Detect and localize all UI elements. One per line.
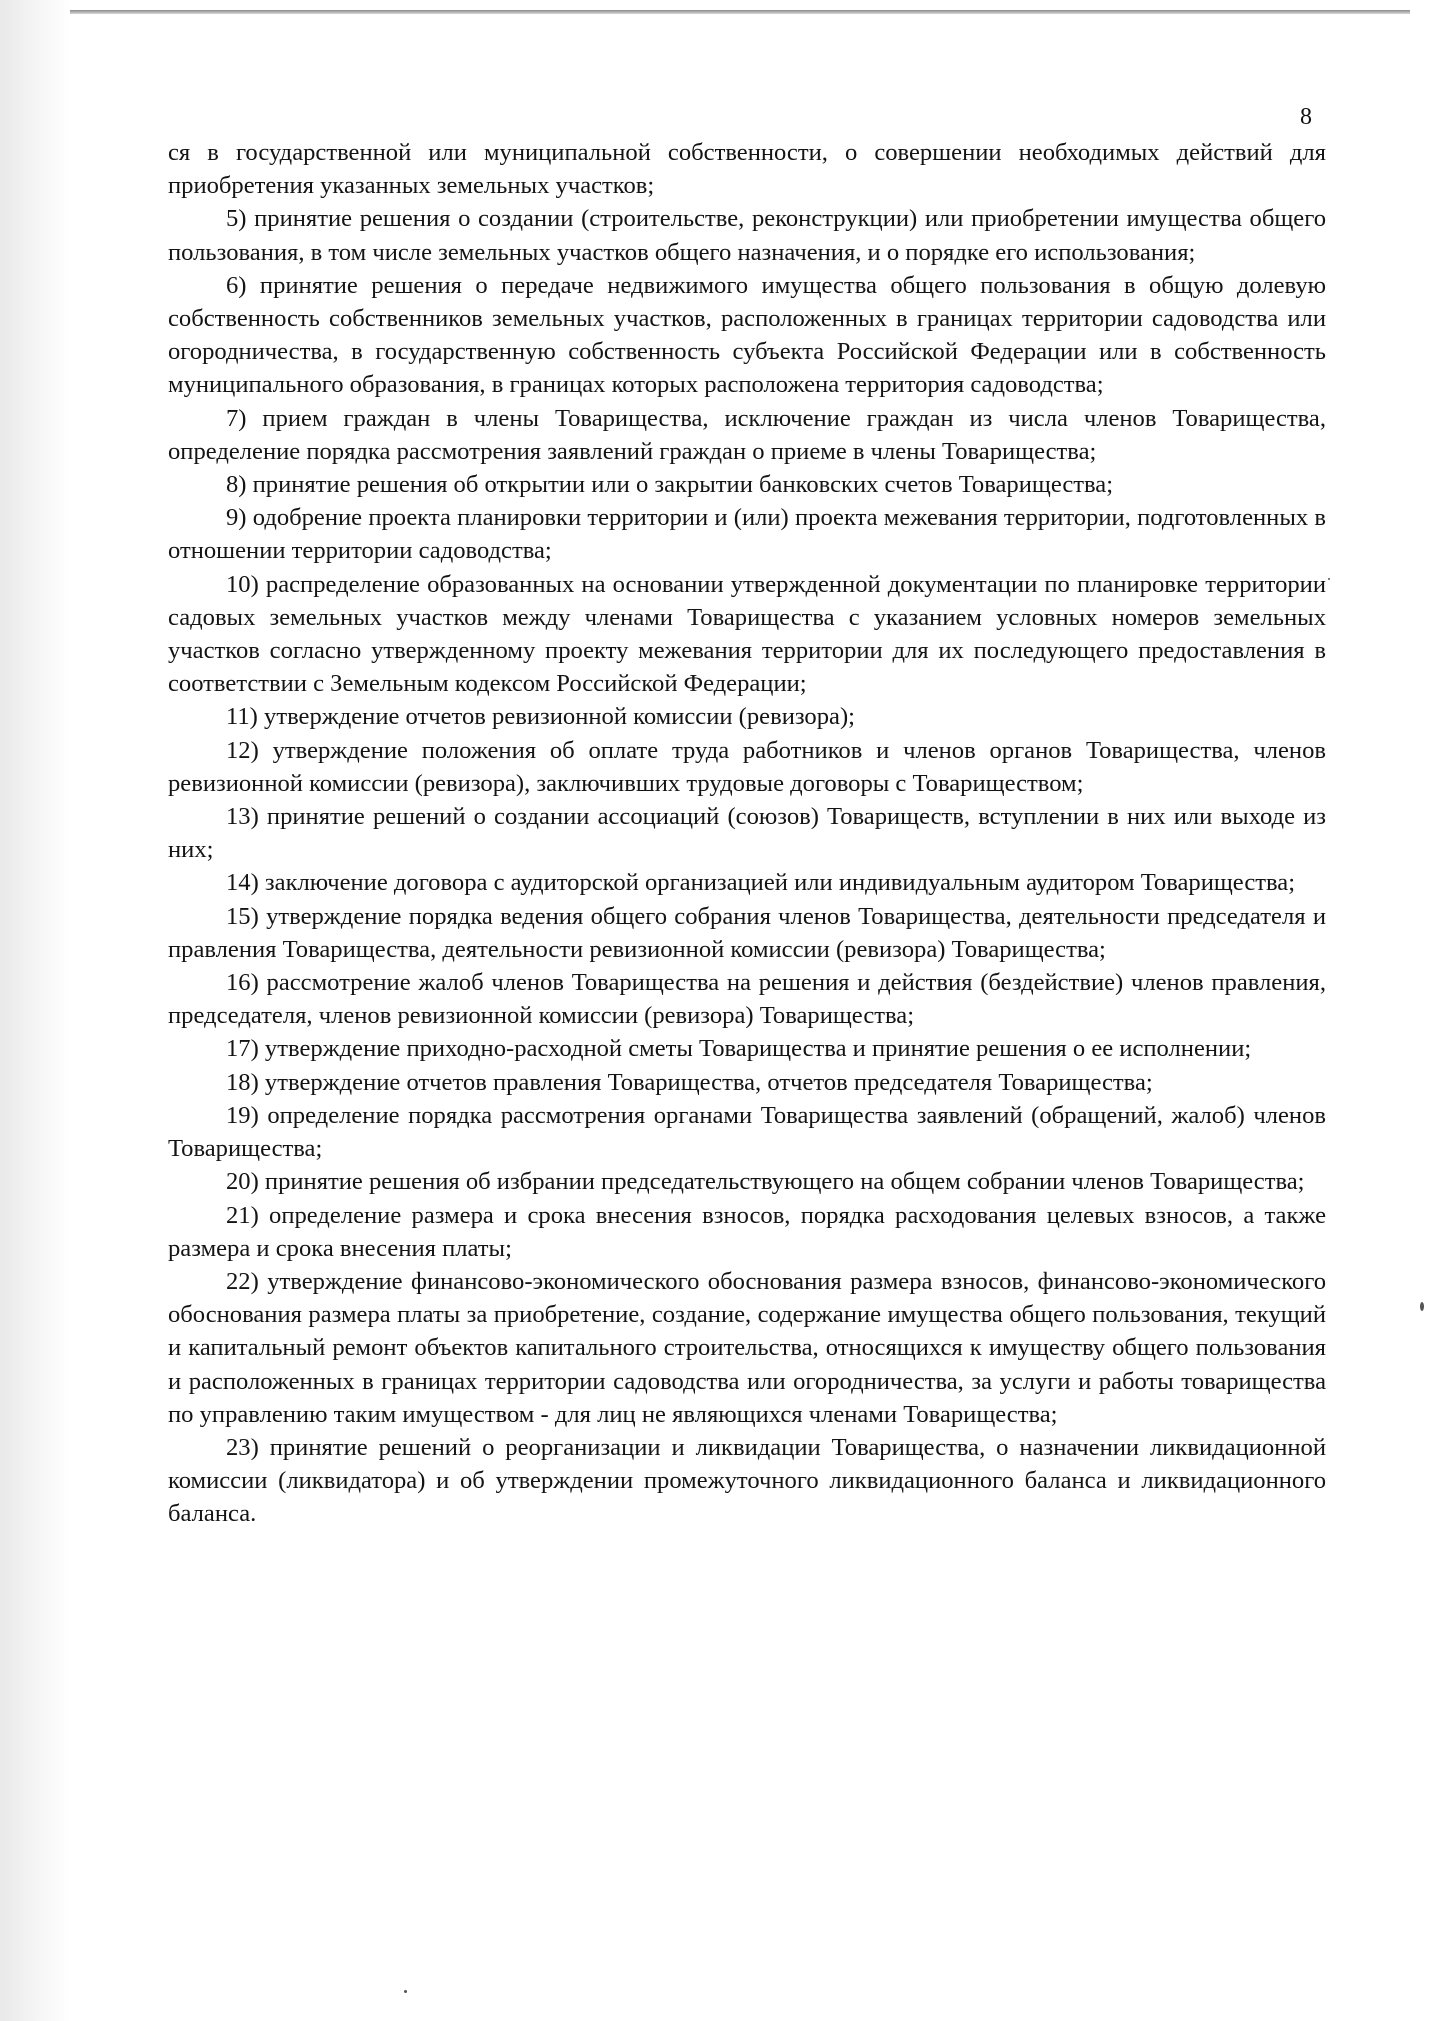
paragraph-continuation: ся в государственной или муниципальной собственности, о совершении необходимых действий для приобретения указанных земельных участков; [168, 139, 1326, 200]
paragraph-item-7: 7) прием граждан в члены Товарищества, исключение граждан из числа членов Товарищества, определение порядка рассмотрения заявлений граждан о приеме в члены Товарищества; [168, 404, 1326, 465]
paragraph-item-12: 12) утверждение положения об оплате труда работников и членов органов Товарищества, членов ревизионной комиссии (ревизора), заключивших трудовые договоры с Товариществом; [168, 736, 1326, 797]
paragraph-item-21: 21) определение размера и срока внесения взносов, порядка расходования целевых взносов, а также размера и срока внесения платы; [168, 1201, 1326, 1262]
paragraph-item-10: 10) распределение образованных на основании утвержденной документации по планировке территории садовых земельных участков между членами Товарищества с указанием условных номеров земельных участков согласно утвержденному проекту межевания территории для их последующего предоставления в соответствии с Земельным кодексом Российской Федерации; [168, 570, 1326, 698]
paragraph-item-20: 20) принятие решения об избрании председательствующего на общем собрании членов Товарищества; [226, 1168, 1305, 1196]
paragraph-item-19: 19) определение порядка рассмотрения органами Товарищества заявлений (обращений, жалоб) членов Товарищества; [168, 1101, 1326, 1163]
scan-speck [1420, 1302, 1424, 1311]
paragraph-item-9: 9) одобрение проекта планировки территории и (или) проекта межевания территории, подготовленных в отношении территории садоводства; [168, 504, 1326, 565]
paragraph-item-8: 8) принятие решения об открытии или о закрытии банковских счетов Товарищества; [226, 471, 1114, 499]
paragraph-item-14: 14) заключение договора с аудиторской организацией или индивидуальным аудитором Товарищества; [226, 869, 1296, 897]
document-body [168, 136, 1326, 1531]
paragraph-item-5: 5) принятие решения о создании (строительстве, реконструкции) или приобретении имущества общего пользования, в том числе земельных участков общего назначения, и о порядке его использования; [168, 205, 1326, 266]
paragraph-item-6: 6) принятие решения о передаче недвижимого имущества общего пользования в общую долевую собственность собственников земельных участков, расположенных в границах территории садоводства или огородничества, в государственную собственность субъекта Российской Федерации или в собственность муниципального образования, в границах которых расположена территория садоводства; [168, 271, 1326, 399]
scan-speck [1328, 578, 1330, 580]
paragraph-item-11: 11) утверждение отчетов ревизионной комиссии (ревизора); [226, 703, 855, 731]
paragraph-item-22: 22) утверждение финансово-экономического обоснования размера взносов, финансово-экономического обоснования размера платы за приобретение, создание, содержание имущества общего пользования, текущий и капитальный ремонт объектов капитального строительства, относящихся к имуществу общего пользования и расположенных в границах территории садоводства или огородничества, за услуги и работы товарищества по управлению таким имуществом - для лиц не являющихся членами Товарищества; [168, 1267, 1326, 1428]
paragraph-item-13: 13) принятие решений о создании ассоциаций (союзов) Товариществ, вступлении в них или выходе из них; [168, 803, 1326, 864]
scan-shadow-left [0, 0, 70, 2021]
paragraph-item-18: 18) утверждение отчетов правления Товарищества, отчетов председателя Товарищества; [226, 1068, 1153, 1096]
scan-shadow-top [70, 10, 1410, 14]
paragraph-item-16: 16) рассмотрение жалоб членов Товарищества на решения и действия (бездействие) членов правления, председателя, членов ревизионной комиссии (ревизора) Товарищества; [168, 969, 1326, 1030]
scan-speck [404, 1990, 407, 1993]
page-number: 8 [1300, 104, 1312, 130]
paragraph-item-23: 23) принятие решений о реорганизации и ликвидации Товарищества, о назначении ликвидационной комиссии (ликвидатора) и об утверждении промежуточного ликвидационного баланса и ликвидационного баланса. [168, 1433, 1326, 1528]
paragraph-item-17: 17) утверждение приходно-расходной сметы Товарищества и принятие решения о ее исполнении; [226, 1035, 1252, 1063]
paragraph-item-15: 15) утверждение порядка ведения общего собрания членов Товарищества, деятельности председателя и правления Товарищества, деятельности ревизионной комиссии (ревизора) Товарищества; [168, 902, 1326, 963]
